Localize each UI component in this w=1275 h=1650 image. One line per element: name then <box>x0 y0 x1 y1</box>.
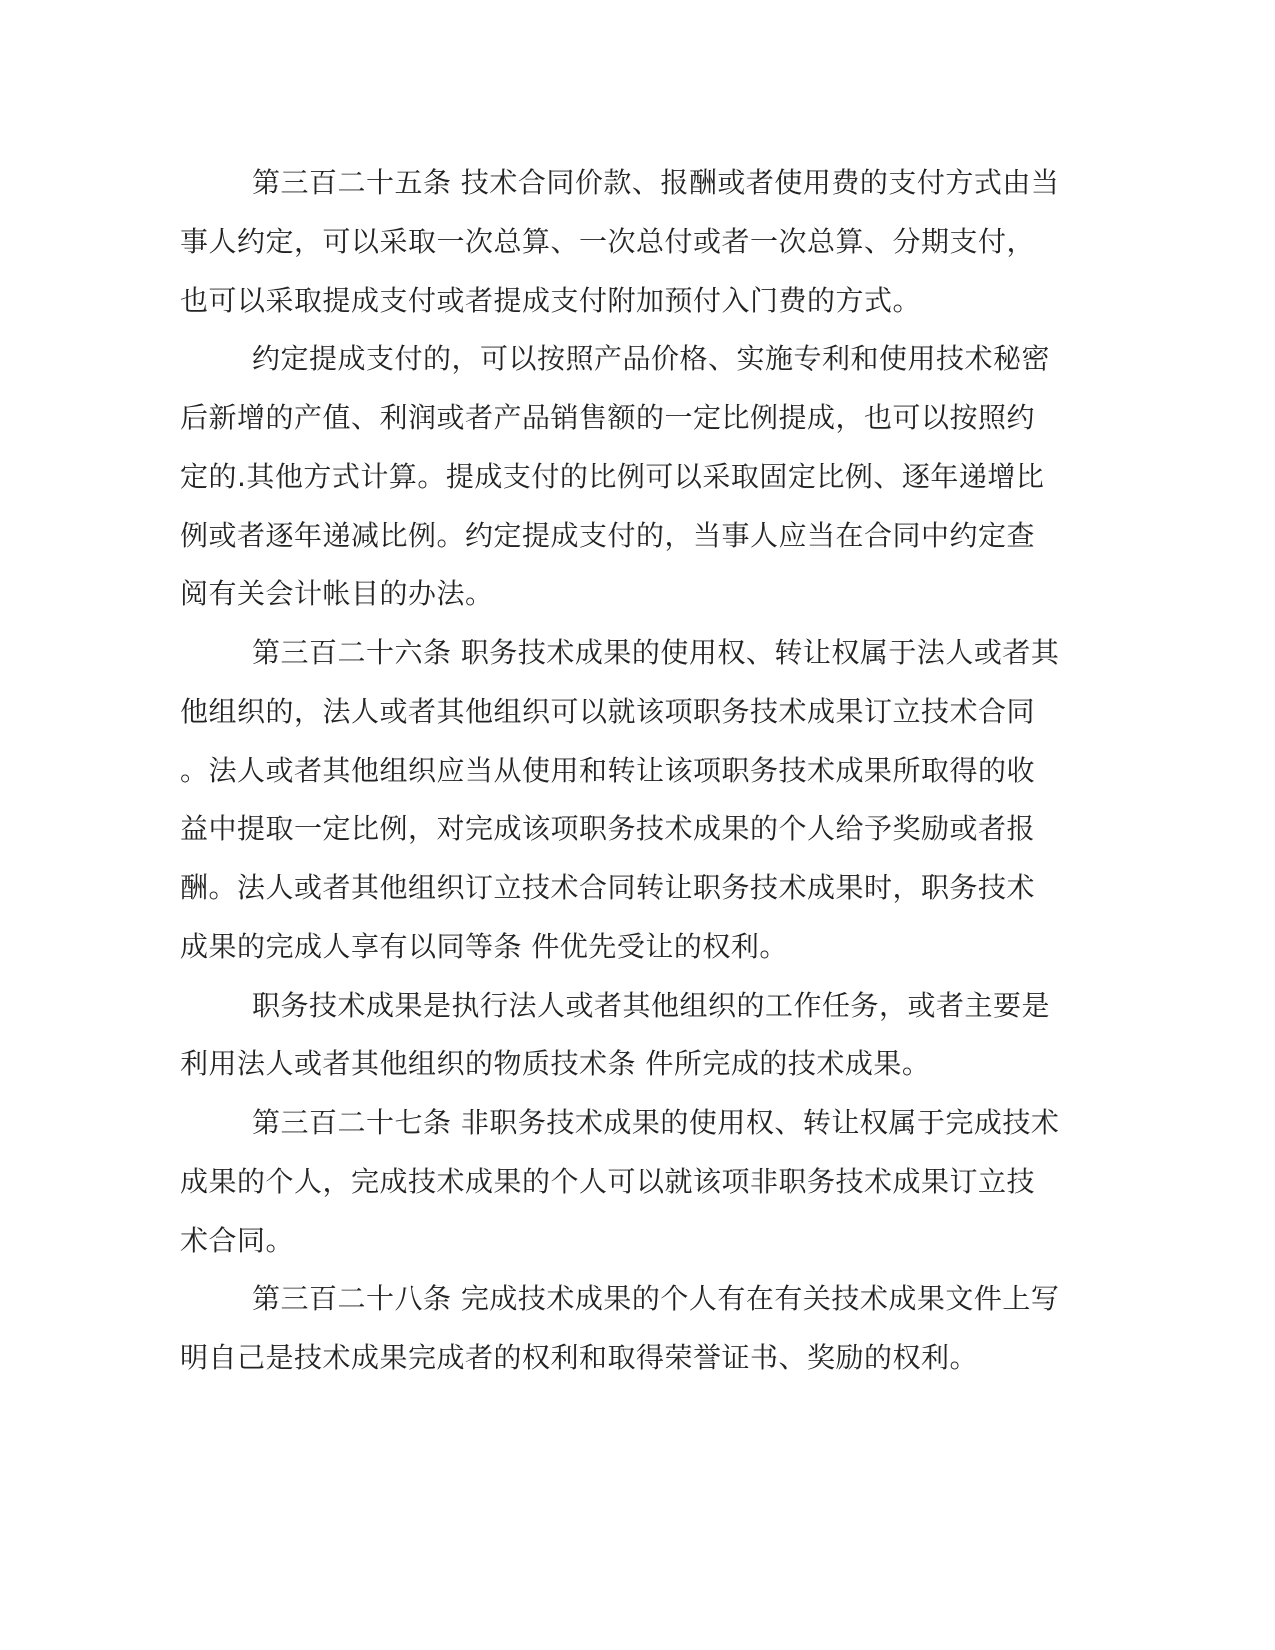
paragraph-1-line-3: 也可以采取提成支付或者提成支付附加预付入门费的方式。 <box>180 284 922 317</box>
paragraph-2-line-5: 阅有关会计帐目的办法。 <box>180 577 494 610</box>
paragraph-3-line-6: 成果的完成人享有以同等条 件优先受让的权利。 <box>180 930 788 963</box>
paragraph-6-line-1: 第三百二十八条 完成技术成果的个人有在有关技术成果文件上写 <box>252 1282 1060 1315</box>
paragraph-5-line-2: 成果的个人，完成技术成果的个人可以就该项非职务技术成果订立技 <box>180 1165 1036 1198</box>
paragraph-3-line-1: 第三百二十六条 职务技术成果的使用权、转让权属于法人或者其 <box>252 636 1060 669</box>
paragraph-2-line-2: 后新增的产值、利润或者产品销售额的一定比例提成，也可以按照约 <box>180 401 1036 434</box>
paragraph-4-line-1: 职务技术成果是执行法人或者其他组织的工作任务，或者主要是 <box>252 989 1051 1022</box>
paragraph-5-line-1: 第三百二十七条 非职务技术成果的使用权、转让权属于完成技术 <box>252 1106 1060 1139</box>
paragraph-3-line-5: 酬。法人或者其他组织订立技术合同转让职务技术成果时，职务技术 <box>180 871 1036 904</box>
paragraph-4-line-2: 利用法人或者其他组织的物质技术条 件所完成的技术成果。 <box>180 1047 931 1080</box>
paragraph-5-line-3: 术合同。 <box>180 1224 295 1257</box>
paragraph-2-line-1: 约定提成支付的，可以按照产品价格、实施专利和使用技术秘密 <box>252 342 1051 375</box>
paragraph-1-line-2: 事人约定，可以采取一次总算、一次总付或者一次总算、分期支付， <box>180 225 1036 258</box>
paragraph-6-line-2: 明自己是技术成果完成者的权利和取得荣誉证书、奖励的权利。 <box>180 1341 979 1374</box>
paragraph-2-line-4: 例或者逐年递减比例。约定提成支付的，当事人应当在合同中约定查 <box>180 519 1036 552</box>
paragraph-3-line-3: 。法人或者其他组织应当从使用和转让该项职务技术成果所取得的收 <box>180 754 1036 787</box>
paragraph-2-line-3: 定的.其他方式计算。提成支付的比例可以采取固定比例、逐年递增比 <box>180 460 1045 493</box>
paragraph-3-line-2: 他组织的，法人或者其他组织可以就该项职务技术成果订立技术合同 <box>180 695 1036 728</box>
paragraph-3-line-4: 益中提取一定比例，对完成该项职务技术成果的个人给予奖励或者报 <box>180 812 1036 845</box>
paragraph-1-line-1: 第三百二十五条 技术合同价款、报酬或者使用费的支付方式由当 <box>252 166 1060 199</box>
